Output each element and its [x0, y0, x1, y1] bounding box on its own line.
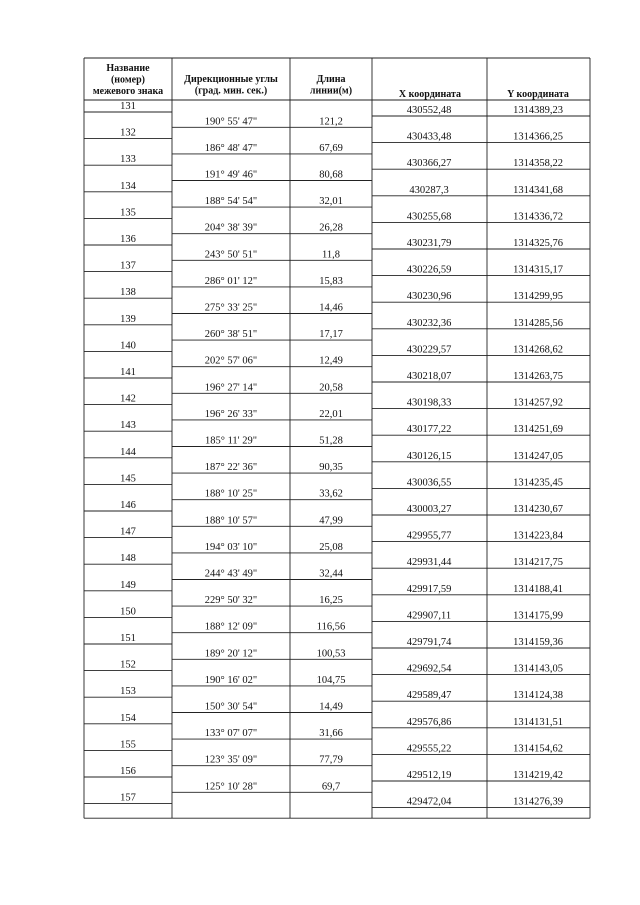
point-x-coordinate: 429512,19 [406, 770, 452, 781]
header-length-line: Длина [316, 74, 346, 85]
segment-length: 12,49 [319, 355, 343, 367]
point-x-coordinate: 429791,74 [406, 637, 452, 648]
segment-angle: 229° 50' 32" [204, 595, 258, 607]
point-name: 142 [120, 393, 136, 405]
header-angle-line: Дирекционные углы [184, 74, 278, 85]
point-name: 154 [120, 712, 136, 724]
segment-angle: 194° 03' 10" [204, 541, 258, 553]
segment-angle: 125° 10' 28" [204, 781, 258, 793]
point-y-coordinate: 1314159,36 [513, 637, 563, 648]
point-y-coordinate: 1314263,75 [513, 371, 563, 382]
segment-angle: 286° 01' 12" [204, 275, 258, 287]
point-name: 139 [120, 313, 136, 325]
point-name: 133 [120, 154, 136, 166]
header-name-line: Название [106, 63, 150, 74]
point-name: 137 [120, 260, 136, 272]
point-y-coordinate: 1314276,39 [513, 796, 563, 808]
segment-length: 116,56 [316, 621, 346, 633]
segment-angle: 260° 38' 51" [204, 329, 258, 341]
point-x-coordinate: 429917,59 [406, 583, 452, 595]
segment-length: 17,17 [319, 329, 343, 341]
point-y-coordinate: 1314315,17 [513, 264, 563, 276]
point-name: 140 [120, 340, 136, 352]
point-y-coordinate: 1314223,84 [513, 530, 563, 542]
point-y-coordinate: 1314247,05 [513, 450, 563, 462]
point-name: 132 [120, 127, 136, 139]
point-x-coordinate: 430229,57 [406, 344, 452, 356]
point-y-coordinate: 1314257,92 [513, 397, 563, 409]
segment-angle: 188° 10' 57" [204, 515, 258, 527]
point-y-coordinate: 1314219,42 [513, 770, 563, 781]
segment-angle: 189° 20' 12" [204, 648, 258, 660]
point-name: 157 [120, 792, 136, 804]
point-name: 141 [120, 367, 136, 378]
segment-angle: 185° 11' 29" [205, 435, 257, 447]
point-name: 151 [120, 633, 136, 644]
segment-length: 100,53 [316, 648, 346, 660]
segment-angle: 202° 57' 06" [204, 355, 258, 367]
point-name: 136 [120, 234, 136, 245]
segment-angle: 123° 35' 09" [204, 754, 258, 766]
point-y-coordinate: 1314230,67 [513, 504, 563, 515]
header-x-coordinate: X координата [398, 89, 462, 100]
segment-angle: 204° 38' 39" [204, 222, 258, 234]
point-y-coordinate: 1314143,05 [513, 663, 563, 675]
point-y-coordinate: 1314251,69 [513, 424, 563, 436]
point-y-coordinate: 1314325,76 [513, 238, 563, 249]
point-name: 152 [120, 659, 136, 671]
segment-angle: 188° 12' 09" [204, 621, 258, 633]
segment-length: 104,75 [316, 674, 346, 686]
segment-length: 51,28 [319, 435, 343, 447]
header-name-line: (номер) [110, 74, 146, 86]
point-x-coordinate: 430198,33 [406, 397, 452, 409]
point-y-coordinate: 1314217,75 [513, 557, 563, 569]
point-y-coordinate: 1314285,56 [513, 317, 563, 329]
point-x-coordinate: 430126,15 [406, 450, 452, 462]
point-x-coordinate: 429555,22 [406, 743, 452, 755]
point-name: 150 [120, 606, 136, 618]
point-name: 138 [120, 287, 136, 299]
point-y-coordinate: 1314358,22 [513, 158, 563, 170]
segment-length: 90,35 [319, 462, 343, 474]
segment-length: 32,01 [319, 196, 343, 208]
segment-length: 69,7 [321, 781, 341, 793]
segment-angle: 275° 33' 25" [204, 302, 258, 314]
segment-angle: 243° 50' 51" [204, 249, 258, 261]
segment-angle: 188° 54' 54" [204, 196, 258, 208]
point-y-coordinate: 1314389,23 [513, 105, 563, 116]
segment-angle: 196° 27' 14" [204, 382, 258, 394]
point-x-coordinate: 430552,48 [406, 105, 452, 116]
point-x-coordinate: 429692,54 [406, 663, 452, 675]
segment-angle: 133° 07' 07" [204, 728, 258, 740]
segment-length: 47,99 [319, 515, 343, 527]
point-x-coordinate: 429472,04 [406, 796, 452, 808]
point-x-coordinate: 429576,86 [406, 716, 452, 728]
segment-length: 16,25 [319, 595, 343, 607]
point-y-coordinate: 1314268,62 [513, 344, 563, 356]
point-x-coordinate: 430255,68 [406, 211, 452, 223]
header-y-coordinate: Y координата [507, 89, 569, 100]
point-y-coordinate: 1314299,95 [513, 291, 563, 303]
segment-length: 22,01 [319, 408, 343, 420]
point-x-coordinate: 430433,48 [406, 131, 452, 143]
point-name: 143 [120, 420, 136, 432]
segment-length: 31,66 [319, 728, 343, 740]
point-x-coordinate: 429931,44 [406, 557, 452, 569]
point-name: 147 [120, 526, 136, 538]
segment-length: 33,62 [319, 488, 343, 500]
segment-angle: 190° 16' 02" [204, 674, 258, 686]
segment-angle: 188° 10' 25" [204, 488, 258, 500]
segment-length: 67,69 [319, 142, 343, 154]
point-y-coordinate: 1314366,25 [513, 131, 563, 143]
segment-length: 32,44 [319, 568, 343, 580]
point-name: 146 [120, 500, 136, 511]
segment-angle: 186° 48' 47" [204, 142, 258, 154]
point-name: 148 [120, 553, 136, 565]
segment-angle: 150° 30' 54" [204, 701, 258, 713]
segment-length: 14,46 [319, 302, 343, 314]
segment-length: 15,83 [319, 275, 343, 287]
point-x-coordinate: 430287,3 [409, 184, 449, 196]
point-x-coordinate: 430230,96 [406, 291, 452, 303]
segment-angle: 244° 43' 49" [204, 568, 258, 580]
segment-length: 25,08 [319, 541, 343, 553]
point-x-coordinate: 430218,07 [406, 371, 452, 382]
point-name: 155 [120, 739, 136, 751]
point-x-coordinate: 430177,22 [406, 424, 452, 436]
point-x-coordinate: 430231,79 [406, 238, 452, 249]
segment-length: 77,79 [319, 754, 343, 766]
segment-length: 14,49 [319, 701, 343, 713]
point-y-coordinate: 1314235,45 [513, 477, 563, 489]
segment-length: 80,68 [319, 169, 343, 181]
segment-length: 121,2 [319, 116, 343, 128]
point-name: 145 [120, 473, 136, 485]
point-x-coordinate: 430232,36 [406, 317, 452, 329]
segment-length: 20,58 [319, 382, 343, 394]
point-y-coordinate: 1314124,38 [513, 690, 563, 702]
point-x-coordinate: 430226,59 [406, 264, 452, 276]
point-y-coordinate: 1314188,41 [513, 583, 563, 595]
point-name: 153 [120, 686, 136, 698]
segment-angle: 191° 49' 46" [204, 169, 258, 181]
point-x-coordinate: 430036,55 [406, 477, 452, 489]
point-y-coordinate: 1314175,99 [513, 610, 563, 622]
point-x-coordinate: 429955,77 [406, 530, 452, 542]
segment-length: 11,8 [322, 249, 340, 261]
point-name: 135 [120, 207, 136, 219]
point-y-coordinate: 1314336,72 [513, 211, 563, 223]
point-x-coordinate: 430003,27 [406, 504, 452, 515]
point-name: 156 [120, 766, 136, 777]
point-x-coordinate: 430366,27 [406, 158, 452, 170]
point-name: 131 [120, 101, 136, 112]
header-length-line: линии(м) [309, 85, 353, 97]
segment-angle: 187° 22' 36" [204, 462, 258, 474]
header-angle-line: (град. мин. сек.) [194, 85, 268, 97]
point-name: 144 [120, 446, 136, 458]
point-y-coordinate: 1314341,68 [513, 184, 563, 196]
point-x-coordinate: 429589,47 [406, 690, 452, 702]
point-name: 149 [120, 579, 136, 591]
segment-angle: 196° 26' 33" [204, 408, 258, 420]
point-name: 134 [120, 180, 136, 192]
point-y-coordinate: 1314154,62 [513, 743, 563, 755]
point-x-coordinate: 429907,11 [406, 610, 452, 622]
header-name-line: межевого знака [92, 86, 164, 97]
segment-angle: 190° 55' 47" [204, 116, 258, 128]
point-y-coordinate: 1314131,51 [513, 716, 563, 728]
segment-length: 26,28 [319, 222, 343, 234]
